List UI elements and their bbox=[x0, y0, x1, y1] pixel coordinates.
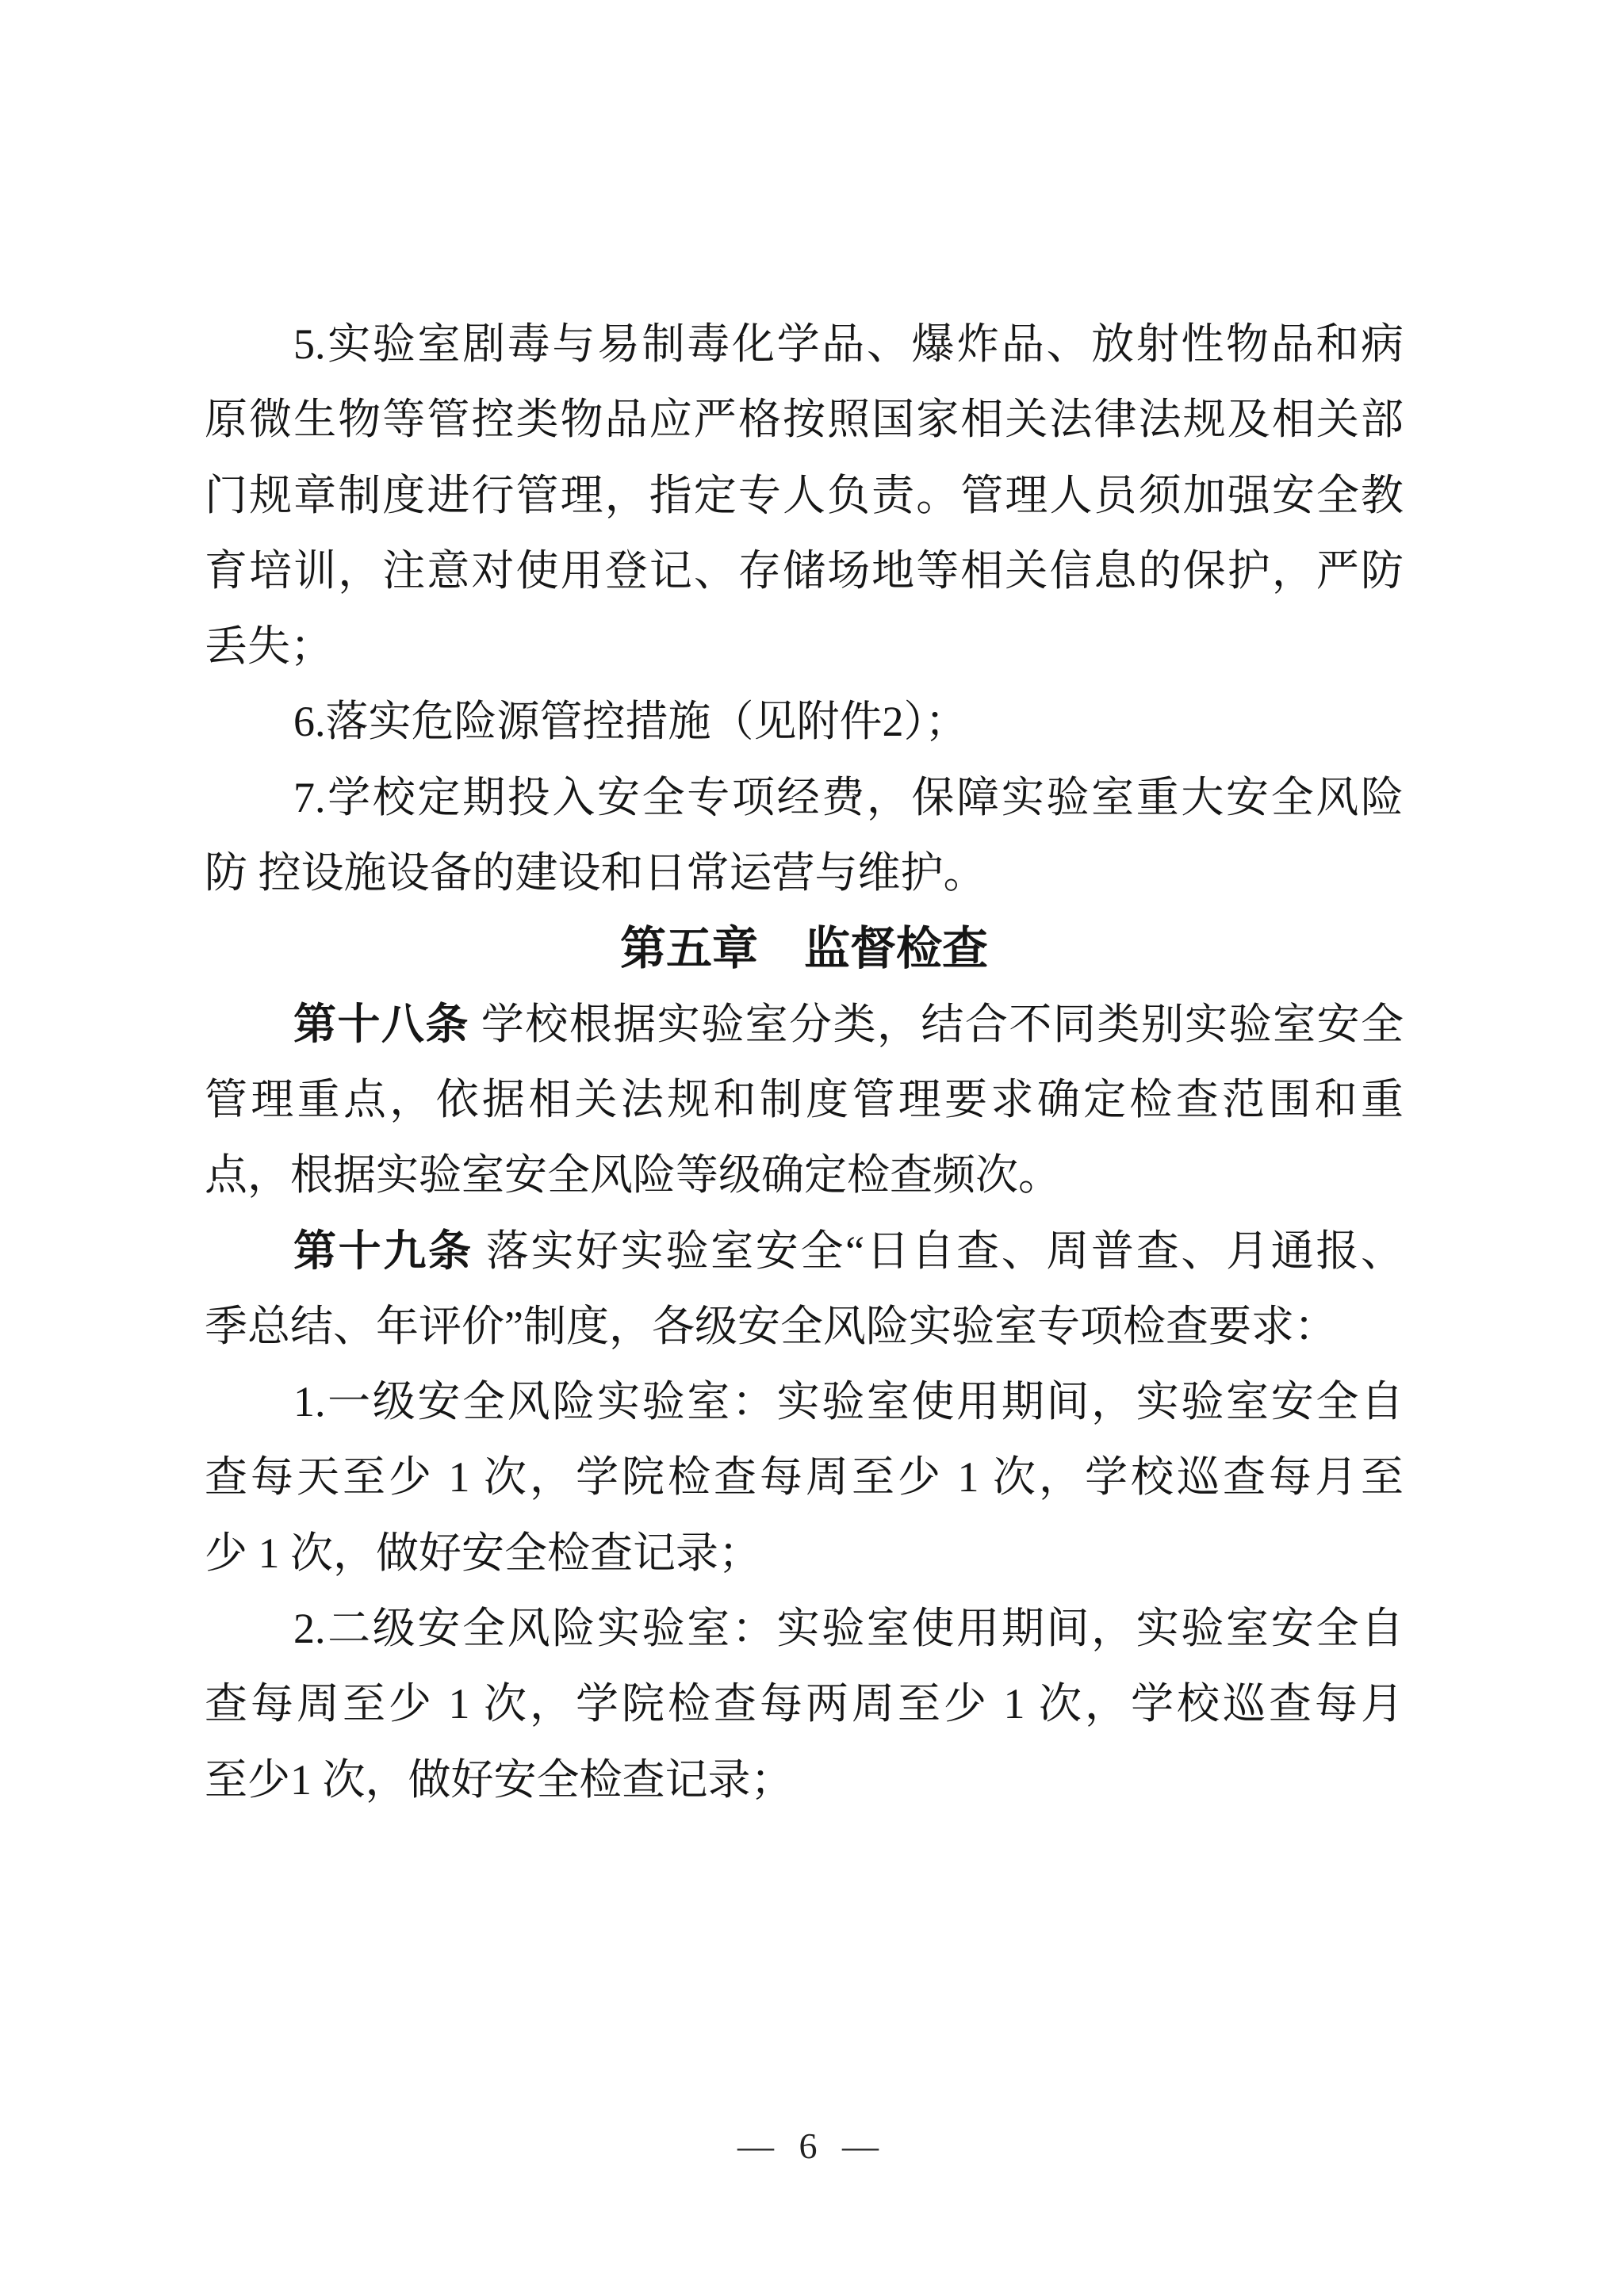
chapter-heading bbox=[205, 911, 1404, 986]
text-line bbox=[205, 684, 1404, 760]
text-line bbox=[205, 1062, 1404, 1138]
document-body bbox=[205, 307, 1404, 1818]
page-number: — 6 — bbox=[737, 2126, 887, 2166]
text-line bbox=[205, 1667, 1404, 1742]
article-number-bold: 第十九条 bbox=[293, 1226, 473, 1275]
text-line bbox=[205, 1289, 1404, 1364]
line-text: 至少1 次，做好安全检查记录； bbox=[205, 1755, 794, 1804]
line-text: 点，根据实验室安全风险等级确定检查频次。 bbox=[205, 1151, 1061, 1200]
text-line bbox=[205, 987, 1404, 1062]
line-text: 查每天至少 1 次，学院检查每周至少 1 次，学校巡查每月至 bbox=[205, 1453, 1404, 1502]
text-line bbox=[205, 1364, 1404, 1440]
line-text: 第五章 监督检查 bbox=[619, 923, 988, 975]
text-line bbox=[205, 760, 1404, 836]
article-number-bold: 第十八条 bbox=[293, 1000, 469, 1048]
line-text: 丢失； bbox=[205, 622, 333, 671]
text-line bbox=[205, 1516, 1404, 1591]
text-line bbox=[205, 458, 1404, 534]
line-text: 门规章制度进行管理，指定专人负责。管理人员须加强安全教 bbox=[205, 471, 1404, 519]
text-line bbox=[205, 609, 1404, 684]
text-line bbox=[205, 836, 1404, 911]
line-text: 5.实验室剧毒与易制毒化学品、爆炸品、放射性物品和病 bbox=[293, 320, 1404, 368]
line-text: 落实好实验室安全“日自查、周普查、月通报、 bbox=[473, 1226, 1404, 1275]
text-line bbox=[205, 534, 1404, 609]
line-text: 防 控设施设备的建设和日常运营与维护。 bbox=[205, 849, 986, 897]
text-line bbox=[205, 1743, 1404, 1818]
line-text: 6.落实危险源管控措施（见附件2）； bbox=[293, 698, 968, 746]
line-text: 育培训，注意对使用登记、存储场地等相关信息的保护，严防 bbox=[205, 546, 1404, 595]
text-line bbox=[205, 382, 1404, 457]
line-text: 学校根据实验室分类，结合不同类别实验室安全 bbox=[469, 1000, 1404, 1048]
text-line bbox=[205, 307, 1404, 382]
line-text: 季总结、年评价”制度，各级安全风险实验室专项检查要求： bbox=[205, 1302, 1337, 1350]
line-text: 2.二级安全风险实验室：实验室使用期间，实验室安全自 bbox=[293, 1605, 1404, 1653]
text-line bbox=[205, 1138, 1404, 1213]
line-text: 1.一级安全风险实验室：实验室使用期间，实验室安全自 bbox=[293, 1378, 1404, 1426]
line-text: 查每周至少 1 次，学院检查每两周至少 1 次，学校巡查每月 bbox=[205, 1680, 1404, 1728]
line-text: 少 1 次，做好安全检查记录； bbox=[205, 1529, 761, 1577]
line-text: 7.学校定期投入安全专项经费，保障实验室重大安全风险 bbox=[293, 773, 1404, 821]
text-line bbox=[205, 1214, 1404, 1289]
line-text: 管理重点，依据相关法规和制度管理要求确定检查范围和重 bbox=[205, 1075, 1404, 1123]
line-text: 原微生物等管控类物品应严格按照国家相关法律法规及相关部 bbox=[205, 396, 1404, 444]
text-line bbox=[205, 1440, 1404, 1515]
text-line bbox=[205, 1591, 1404, 1667]
